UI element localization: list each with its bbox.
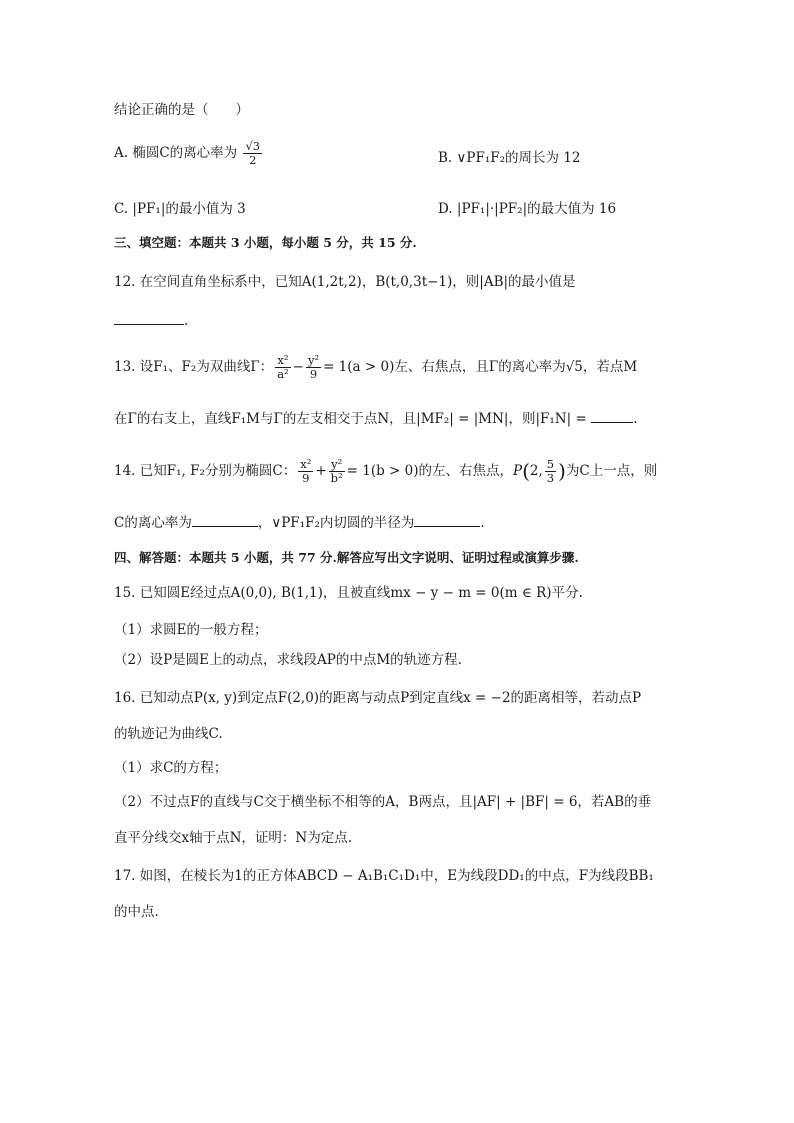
question-13-pre: 13. 设F₁、F₂为双曲线Γ： (114, 359, 274, 376)
question-12-answer-line (114, 310, 188, 331)
minus-sign: − (292, 359, 304, 376)
plus-sign: + (315, 463, 327, 480)
answer-blank[interactable] (192, 512, 258, 527)
question-15-part-1: （1）求圆E的一般方程； (114, 622, 268, 638)
question-15-part-2: （2）设P是圆E上的动点，求线段AP的中点M的轨迹方程. (114, 652, 462, 668)
question-13-post: = 1(a > 0)左、右焦点，且Γ的离心率为√5，若点M (323, 359, 638, 376)
fraction-numerator: y² (307, 353, 320, 367)
option-a (114, 140, 264, 167)
fraction-y2-over-b2 (329, 458, 345, 485)
option-b: B. ∨PF₁F₂的周长为 12 (438, 150, 581, 166)
section-3-heading: 三、填空题：本题共 3 小题，每小题 5 分，共 15 分. (114, 235, 417, 250)
fraction-sqrt3-over-2 (243, 140, 262, 167)
fraction-y2-over-9 (306, 354, 321, 381)
question-16-part-2-cont: 直平分线交x轴于点N，证明：N为定点. (114, 830, 353, 846)
fraction-denominator: 9 (309, 367, 318, 382)
fraction-numerator: x² (300, 457, 312, 471)
point-p-label: P (513, 463, 523, 480)
question-17-line-2: 的中点. (114, 904, 159, 920)
question-16: 16. 已知动点P(x, y)到定点F(2,0)的距离与动点P到定直线x = −2的距离相等，若动点P (114, 690, 642, 706)
option-d: D. |PF₁|·|PF₂|的最大值为 16 (438, 201, 617, 217)
question-13 (114, 354, 637, 381)
section-4-heading: 四、解答题：本题共 5 小题，共 77 分.解答应写出文字说明、证明过程或演算步骤. (114, 550, 579, 565)
fraction-denominator: 2 (249, 153, 257, 168)
fraction-denominator: 3 (546, 471, 555, 486)
question-12-end: . (184, 313, 189, 329)
question-intro: 结论正确的是（ ） (114, 102, 249, 118)
question-17: 17. 如图，在棱长为1的正方体ABCD − A₁B₁C₁D₁中，E为线段DD₁的中点，F为线段BB₁ (114, 868, 654, 884)
fraction-denominator: a² (277, 367, 289, 382)
question-16-part-2: （2）不过点F的直线与C交于横坐标不相等的A，B两点，且|AF| + |BF| = 6，若AB的垂 (114, 794, 652, 810)
fraction-denominator: b² (330, 471, 343, 486)
option-a-text: A. 椭圆C的离心率为 (114, 145, 238, 162)
question-13-line-2 (114, 408, 637, 429)
question-14: 14. 已知F₁, F₂分别为椭圆C： $\frac{\text{x²}}{9}$ + $\frac{\text{y²}}{\text{b²}}$ = 1(b > 0)的左、右焦点，P(2, $\frac{5}{3}$ )为C上一点，则 (114, 457, 658, 486)
fraction-numerator: y² (329, 458, 345, 472)
fraction-x2-over-9 (298, 458, 313, 485)
fraction-numerator: x² (275, 354, 290, 368)
question-14-line-2b: ，∨PF₁F₂内切圆的半径为 (257, 515, 415, 531)
question-13-line-2-text: 在Γ的右支上，直线F₁M与Γ的左支相交于点N，且|MF₂| = |MN|，则|F₁N| = (114, 411, 587, 427)
question-16-part-1: （1）求C的方程； (114, 760, 228, 776)
fraction-denominator: 9 (302, 471, 310, 486)
question-14-end: . (480, 515, 485, 531)
question-14-line-2a: C的离心率为 (114, 515, 192, 531)
option-c: C. |PF₁|的最小值为 3 (114, 201, 246, 217)
question-14-post: 为C上一点，则 (565, 463, 658, 480)
answer-blank[interactable] (591, 408, 633, 423)
question-12: 12. 在空间直角坐标系中，已知A(1,2t,2)，B(t,0,3t−1)，则|AB|的最小值是 (114, 274, 576, 290)
fraction-numerator: √3 (245, 139, 261, 153)
question-15: 15. 已知圆E经过点A(0,0), B(1,1)，且被直线mx − y − m = 0(m ∈ R)平分. (114, 585, 583, 601)
fraction-numerator: 5 (546, 457, 555, 471)
question-14-pre: 14. 已知F₁, F₂分别为椭圆C： (114, 463, 297, 480)
answer-blank[interactable] (114, 310, 184, 325)
question-13-end: . (633, 411, 638, 427)
question-16-line-2: 的轨迹记为曲线C. (114, 726, 223, 742)
fraction-x2-over-a2 (275, 354, 290, 381)
question-14-mid: = 1(b > 0)的左、右焦点， (346, 463, 513, 480)
point-p-x: 2, (529, 463, 543, 480)
answer-blank[interactable] (414, 512, 480, 527)
fraction-5-over-3 (545, 458, 556, 485)
question-14-line-2 (114, 512, 485, 533)
